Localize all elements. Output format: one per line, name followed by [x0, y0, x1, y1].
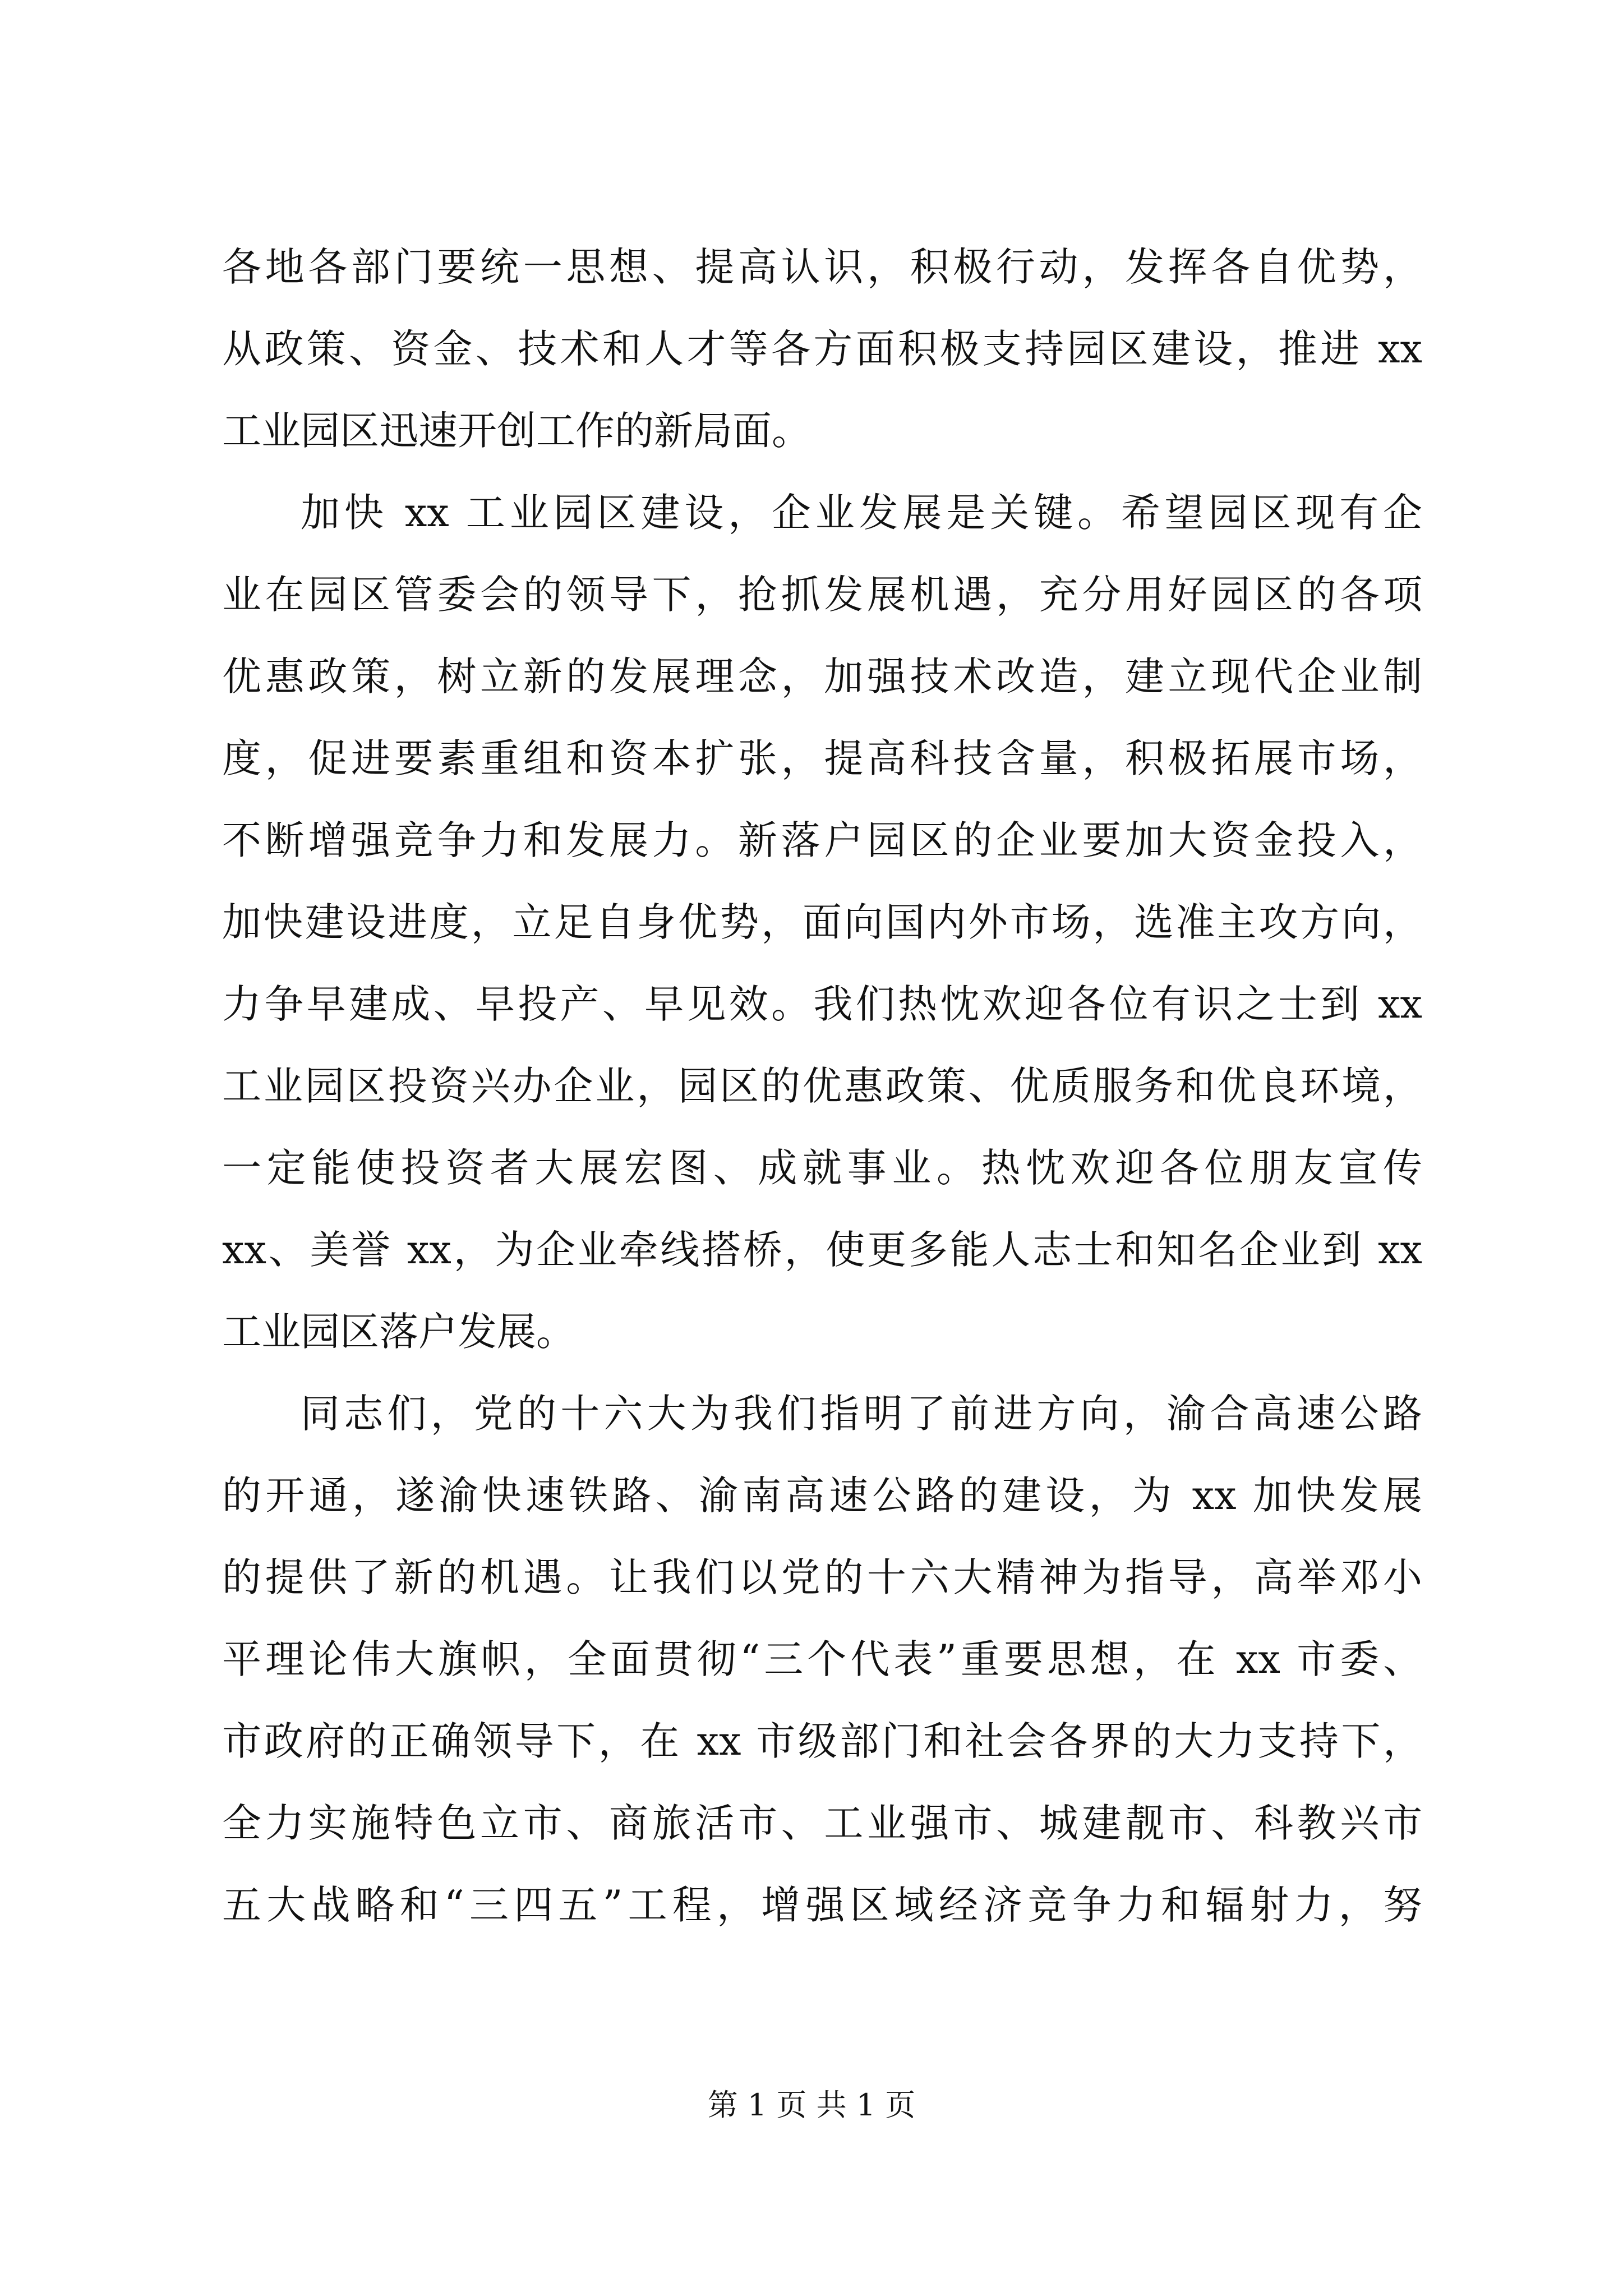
text-line: 的提供了新的机遇。让我们以党的十六大精神为指导，高举邓小: [222, 1554, 1422, 1600]
text-line: 力争早建成、早投产、早见效。我们热忱欢迎各位有识之士到 xx: [222, 981, 1422, 1027]
text-line: 各地各部门要统一思想、提高认识，积极行动，发挥各自优势，: [222, 244, 1422, 290]
text-line: 优惠政策，树立新的发展理念，加强技术改造，建立现代企业制: [222, 654, 1422, 700]
text-line: 平理论伟大旗帜，全面贯彻“三个代表”重要思想，在 xx 市委、: [222, 1636, 1422, 1682]
text-line: 工业园区投资兴办企业，园区的优惠政策、优质服务和优良环境，: [222, 1063, 1422, 1109]
page-footer: [0, 2086, 1623, 2125]
text-line: 一定能使投资者大展宏图、成就事业。热忱欢迎各位朋友宣传: [222, 1145, 1422, 1191]
paragraph-1: [222, 226, 1422, 472]
text-line: 业在园区管委会的领导下，抢抓发展机遇，充分用好园区的各项: [222, 572, 1422, 618]
text-line: xx、美誉 xx，为企业牵线搭桥，使更多能人志士和知名企业到 xx: [222, 1227, 1422, 1273]
text-line: 加快 xx 工业园区建设，企业发展是关键。希望园区现有企: [301, 490, 1422, 536]
text-line: 工业园区迅速开创工作的新局面。: [222, 408, 811, 454]
text-line: 加快建设进度，立足自身优势，面向国内外市场，选准主攻方向，: [222, 899, 1422, 945]
document-body: [222, 226, 1422, 1946]
text-line: 市政府的正确领导下，在 xx 市级部门和社会各界的大力支持下，: [222, 1718, 1422, 1764]
text-line: 不断增强竞争力和发展力。新落户园区的企业要加大资金投入，: [222, 817, 1422, 863]
text-line: 度，促进要素重组和资本扩张，提高科技含量，积极拓展市场，: [222, 735, 1422, 781]
text-line: 的开通，遂渝快速铁路、渝南高速公路的建设，为 xx 加快发展: [222, 1473, 1422, 1519]
text-line: 全力实施特色立市、商旅活市、工业强市、城建靓市、科教兴市: [222, 1800, 1422, 1846]
text-line: 工业园区落户发展。: [222, 1309, 575, 1355]
page-number-label: 第 1 页 共 1 页: [707, 2087, 916, 2123]
text-line: 五大战略和“三四五”工程，增强区域经济竞争力和辐射力，努: [222, 1882, 1422, 1928]
text-line: 同志们，党的十六大为我们指明了前进方向，渝合高速公路: [301, 1391, 1422, 1437]
paragraph-2: [222, 472, 1422, 1373]
text-line: 从政策、资金、技术和人才等各方面积极支持园区建设，推进 xx: [222, 326, 1422, 372]
paragraph-3: [222, 1373, 1422, 1946]
